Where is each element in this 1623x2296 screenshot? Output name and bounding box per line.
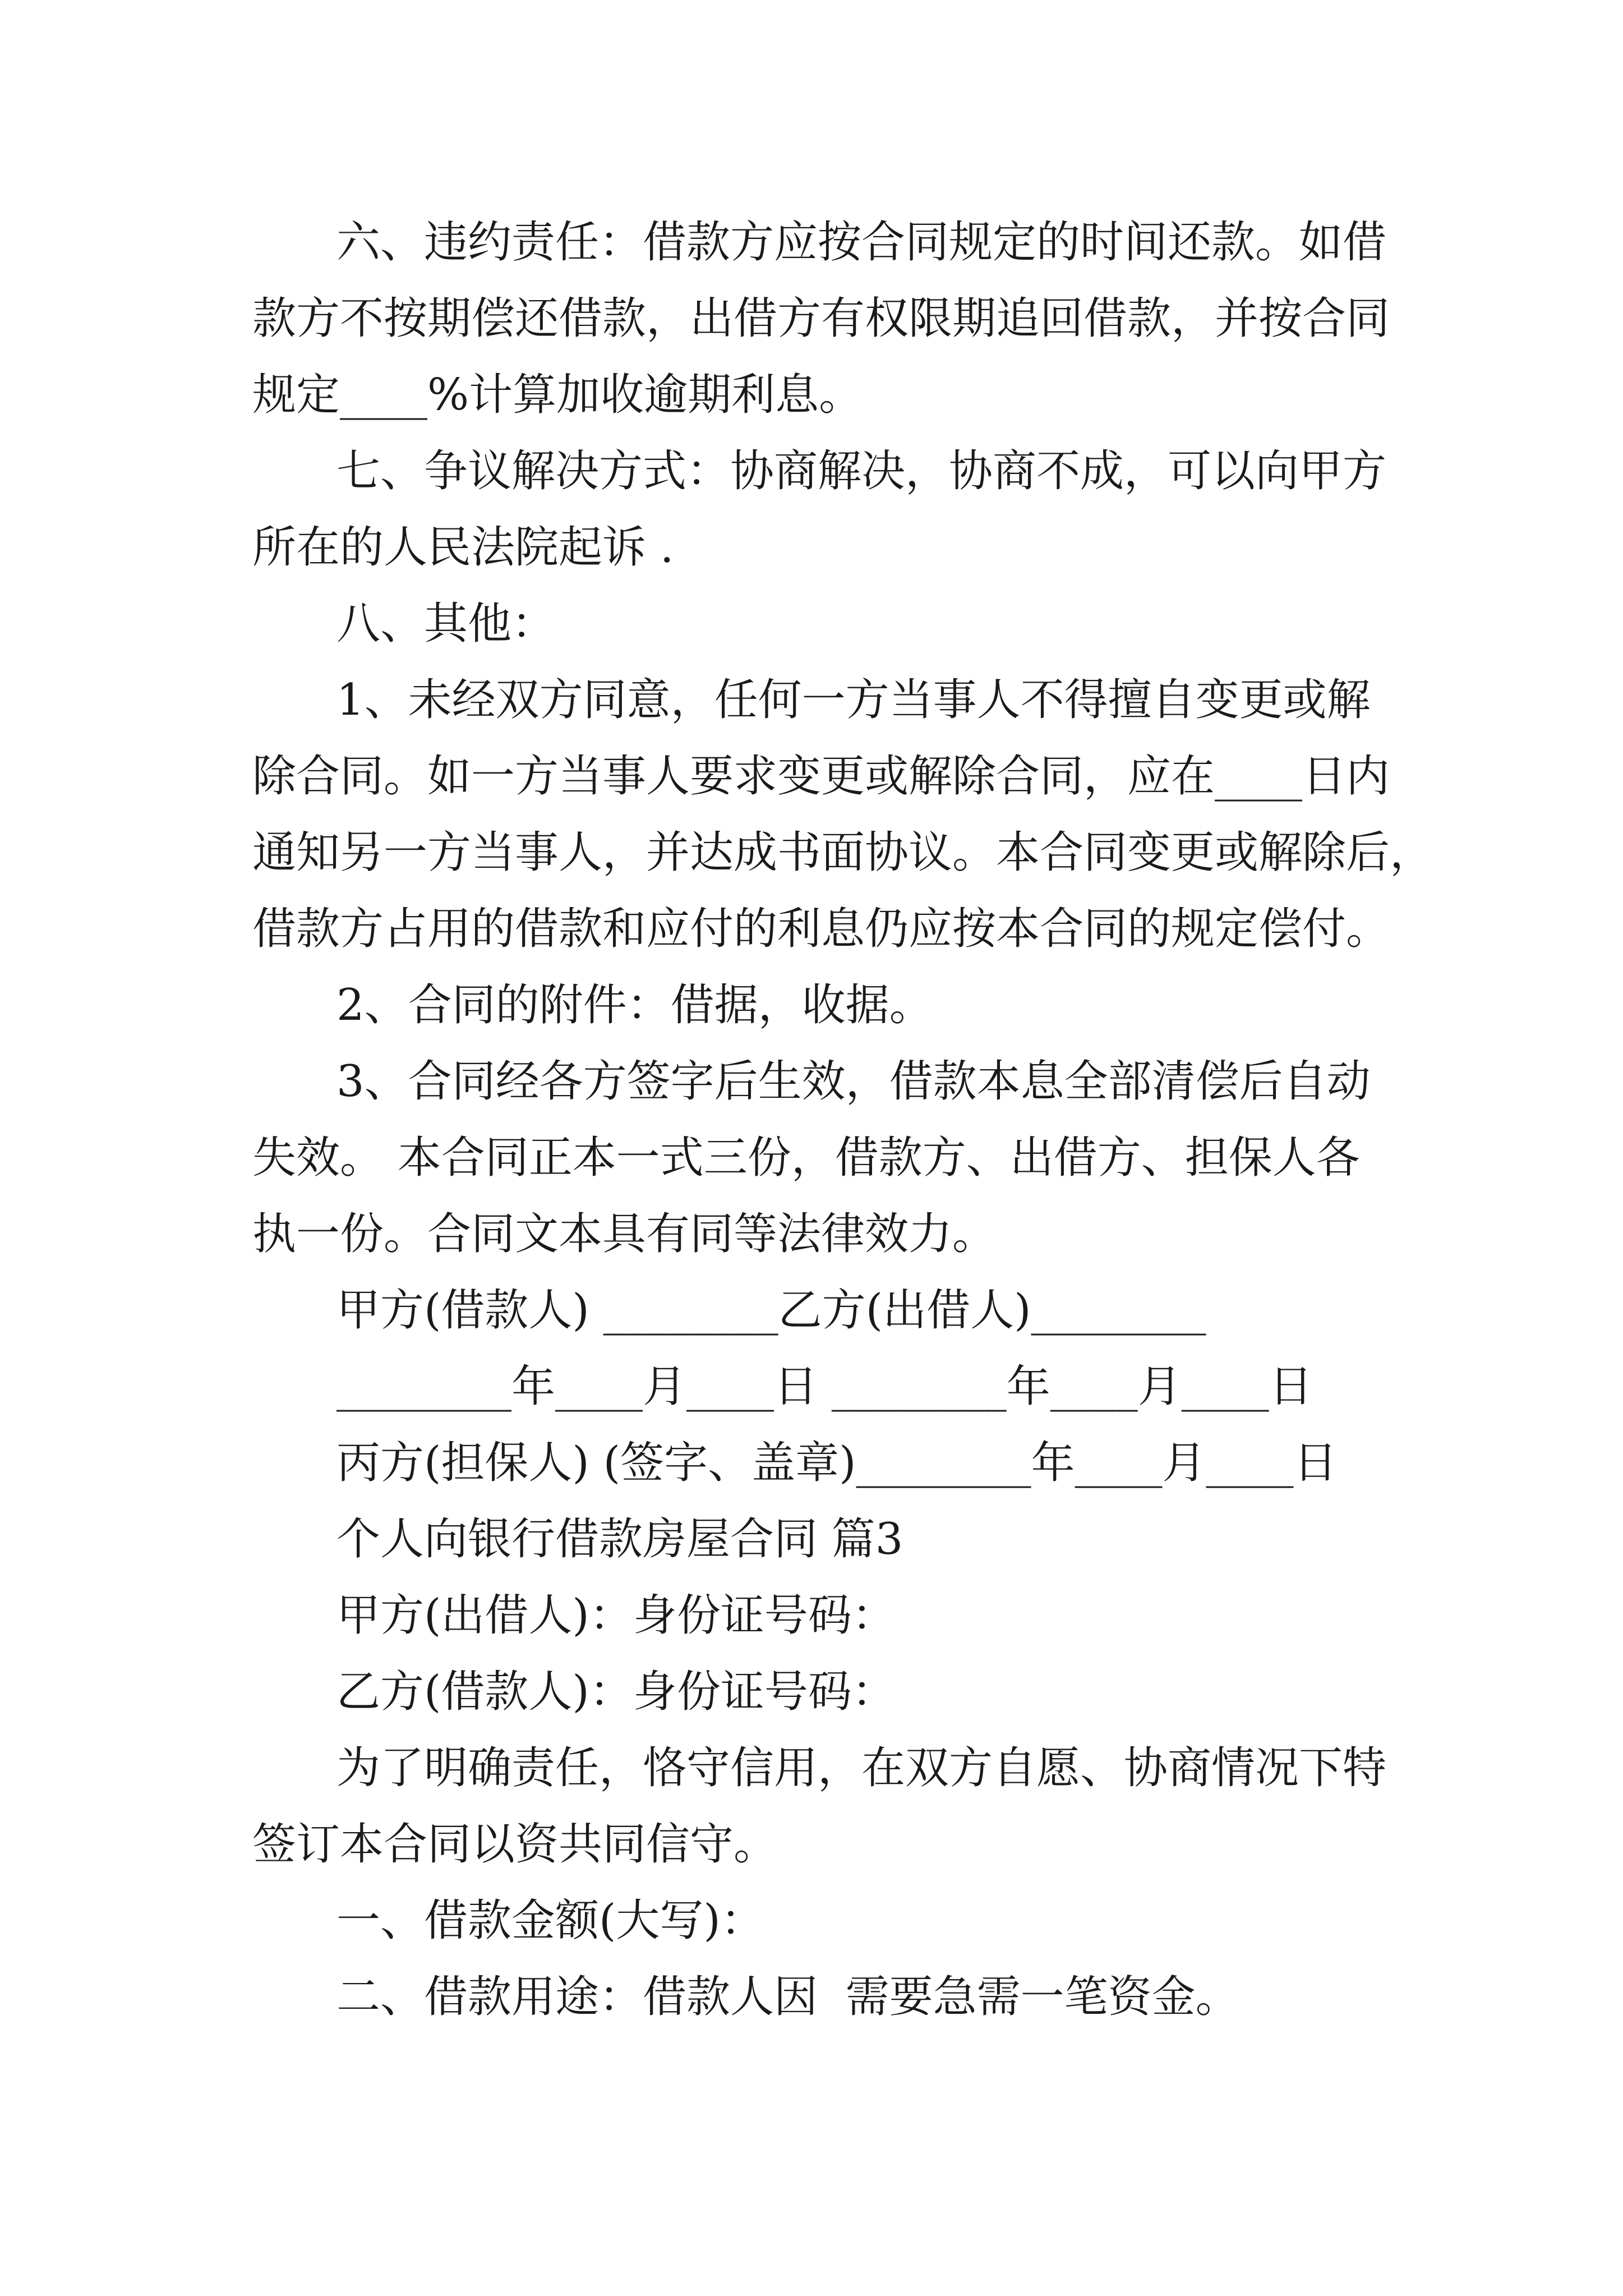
clause-6-line-3: 规定____%计算加收逾期利息。: [252, 370, 863, 420]
party-b-id: 乙方(借款人)：身份证号码：: [336, 1667, 896, 1717]
party-a-id: 甲方(出借人)：身份证号码：: [336, 1590, 896, 1641]
item-3-line-3: 执一份。合同文本具有同等法律效力。: [252, 1209, 997, 1259]
preamble-line-2: 签订本合同以资共同信守。: [252, 1819, 778, 1870]
preamble-line-1: 为了明确责任，恪守信用，在双方自愿、协商情况下特: [336, 1743, 1387, 1793]
item-1-line-3: 通知另一方当事人，并达成书面协议。本合同变更或解除后，: [252, 827, 1434, 878]
clause-7-line-2: 所在的人民法院起诉 .: [252, 522, 674, 573]
signature-parties: 甲方(借款人) ________乙方(出借人)________: [336, 1285, 1206, 1336]
clause-8-heading: 八、其他：: [336, 599, 556, 649]
loan-purpose-clause: 二、借款用途：借款人因 需要急需一笔资金。: [336, 1972, 1239, 2022]
item-1-line-2: 除合同。如一方当事人要求变更或解除合同，应在____日内: [252, 751, 1390, 802]
item-2-line: 2、合同的附件：借据，收据。: [336, 980, 933, 1030]
item-3-line-2: 失效。 本合同正本一式三份，借款方、出借方、担保人各: [252, 1133, 1360, 1183]
clause-6-line-1: 六、违约责任：借款方应按合同规定的时间还款。如借: [336, 217, 1387, 268]
signature-dates: ________年____月____日 ________年____月____日: [336, 1361, 1313, 1412]
clause-7-line-1: 七、争议解决方式：协商解决，协商不成，可以向甲方: [336, 446, 1387, 496]
item-1-line-4: 借款方占用的借款和应付的利息仍应按本合同的规定偿付。: [252, 904, 1390, 954]
item-1-line-1: 1、未经双方同意，任何一方当事人不得擅自变更或解: [336, 675, 1371, 725]
section-title: 个人向银行借款房屋合同 篇3: [336, 1514, 903, 1565]
item-3-line-1: 3、合同经各方签字后生效，借款本息全部清偿后自动: [336, 1056, 1371, 1107]
clause-6-line-2: 款方不按期偿还借款，出借方有权限期追回借款，并按合同: [252, 293, 1390, 344]
loan-amount-clause: 一、借款金额(大写)：: [336, 1895, 764, 1946]
guarantor-signature: 丙方(担保人) (签字、盖章)________年____月____日: [336, 1438, 1338, 1488]
